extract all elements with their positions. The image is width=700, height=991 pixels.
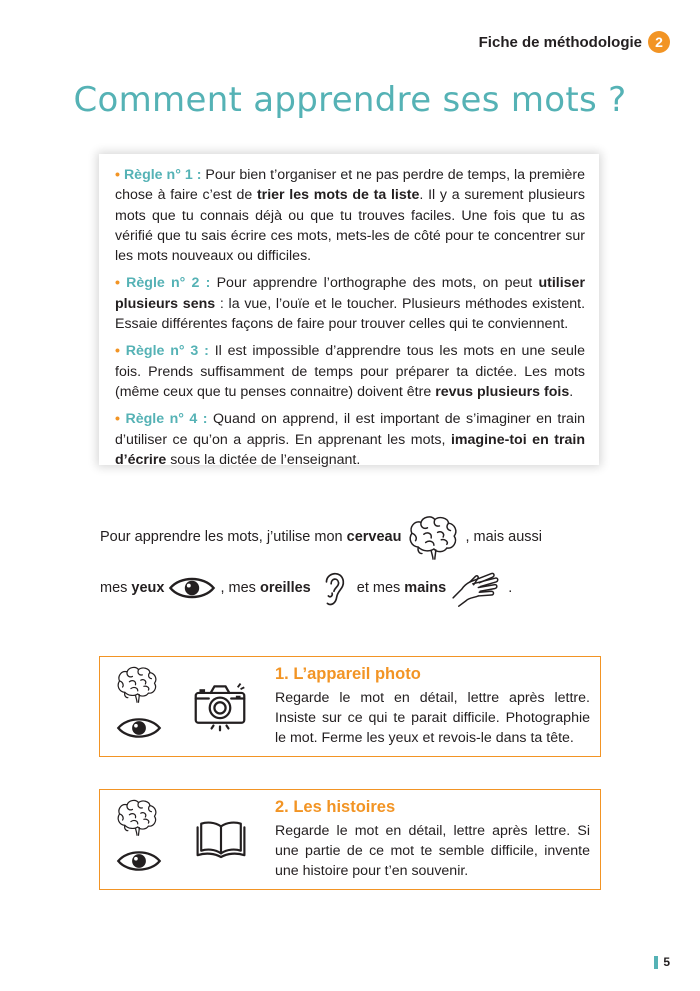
camera-icon	[192, 679, 248, 733]
rule-text: . Il y a surement plusieurs mots que tu connais déjà ou que tu trouves faciles. Une fois que tu as vérifié que tu sais écrire ces mots, mets-les de côté pour te concentrer sur les mots nouveaux ou difficiles.	[115, 187, 585, 265]
page-number-bar	[654, 956, 658, 969]
page-footer	[654, 955, 670, 969]
rule-emphasis: utiliser plusieurs sens	[115, 275, 585, 312]
method-text: Regarde le mot en détail, lettre après lettre. Insiste sur ce qui te parait difficile. Photographie le mot. Ferme les yeux et revois-le dans ta tête.	[275, 690, 590, 746]
senses-brain-label: cerveau	[346, 529, 402, 545]
brain-icon	[114, 798, 160, 836]
rule-paragraph	[115, 165, 585, 266]
senses-text-3: mes	[100, 580, 132, 596]
rule-text: Il est impossible d’apprendre tous les mots en une seule fois. Prends suffisamment de temps pour préparer ta dictée. Les mots (même ceux que tu penses connaitre) doivent être	[115, 343, 585, 400]
rule-emphasis: revus plusieurs fois	[435, 383, 570, 400]
senses-text-2: , mais aussi	[465, 529, 543, 545]
rule-text: Quand on apprend, il est important de s’imaginer en train d’utiliser ce qu’on a appris. En apprenant les mots,	[115, 411, 585, 448]
senses-line-2	[100, 567, 512, 609]
rule-text: sous la dictée de l’enseignant.	[166, 451, 361, 468]
rule-label-text: Règle n° 3 :	[125, 343, 209, 360]
senses-ears-label: oreilles	[259, 580, 311, 596]
rule-emphasis: trier les mots de ta liste	[256, 187, 420, 204]
rule-text: Pour apprendre l’orthographe des mots, on peut	[210, 275, 539, 292]
senses-text-5: et mes	[356, 580, 405, 596]
section-number-badge: 2	[648, 31, 670, 53]
method-text: Regarde le mot en détail, lettre après lettre. Si une partie de ce mot te semble difficile, invente une histoire pour t’en souvenir.	[275, 823, 590, 879]
rule-paragraph	[115, 409, 585, 470]
senses-hands-label: mains	[404, 580, 447, 596]
method-title: 2. Les histoires	[275, 798, 396, 816]
eye-icon	[116, 848, 162, 874]
page-title: Comment apprendre ses mots ?	[73, 80, 627, 120]
rule-label-text: Règle n° 1 :	[123, 167, 202, 183]
senses-text-1: Pour apprendre les mots, j’utilise mon	[100, 529, 347, 545]
bullet-dot: •	[115, 343, 126, 360]
rule-text: .	[569, 383, 574, 400]
ear-icon	[319, 567, 347, 609]
rule-emphasis: imagine-toi en train d’écrire	[115, 431, 585, 468]
brain-icon	[114, 665, 160, 703]
rule-label	[115, 167, 201, 183]
rule-paragraph	[115, 341, 585, 402]
senses-text-6: .	[508, 580, 513, 596]
rules-box	[99, 154, 599, 468]
eye-icon	[168, 575, 216, 601]
rule-label-text: Règle n° 4 :	[125, 411, 208, 428]
rule-label	[115, 411, 208, 427]
bullet-dot: •	[115, 167, 124, 183]
bullet-dot: •	[115, 275, 127, 292]
method-card-stories	[99, 789, 601, 890]
method-card-photo	[99, 656, 601, 757]
senses-line-1	[100, 514, 542, 560]
book-icon	[194, 818, 248, 860]
method-title: 1. L’appareil photo	[275, 665, 421, 683]
page-number: 5	[663, 955, 670, 969]
rule-text: : la vue, l’ouïe et le toucher. Plusieurs méthodes existent. Essaie différentes façons de faire pour trouver celles qui te conviennent.	[115, 295, 586, 333]
senses-text-4: , mes	[220, 580, 260, 596]
section-label: Fiche de méthodologie	[478, 33, 642, 51]
page-header	[479, 28, 670, 56]
rule-text: Pour bien t’organiser et ne pas perdre de temps, la première chose à faire c’est de	[115, 167, 585, 204]
bullet-dot: •	[115, 411, 126, 428]
brain-icon	[405, 514, 461, 560]
eye-icon	[116, 715, 162, 741]
rule-label-text: Règle n° 2 :	[126, 275, 211, 292]
senses-eyes-label: yeux	[131, 580, 165, 596]
rule-label	[115, 275, 210, 291]
rule-label	[115, 343, 209, 359]
hand-icon	[450, 567, 502, 609]
rule-paragraph	[115, 273, 585, 334]
